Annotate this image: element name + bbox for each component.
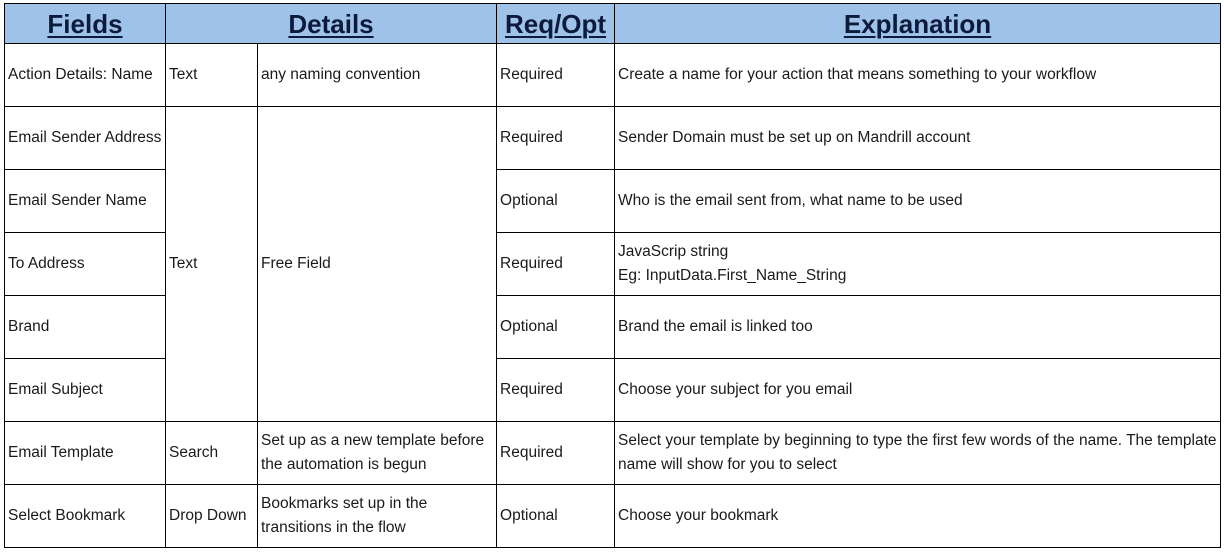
detail-cell: any naming convention bbox=[258, 44, 497, 107]
field-cell: Email Subject bbox=[5, 359, 166, 422]
req-opt-cell: Optional bbox=[497, 170, 615, 233]
detail-type-merged-cell: Text bbox=[166, 107, 258, 422]
field-cell: Email Sender Address bbox=[5, 107, 166, 170]
header-explanation: Explanation bbox=[615, 4, 1221, 44]
explanation-cell: Select your template by beginning to type the first few words of the name. The template name will show for you to select bbox=[615, 422, 1221, 485]
req-opt-cell: Required bbox=[497, 233, 615, 296]
detail-cell: Bookmarks set up in the transitions in the flow bbox=[258, 485, 497, 548]
explanation-cell: Create a name for your action that means something to your workflow bbox=[615, 44, 1221, 107]
field-cell: Brand bbox=[5, 296, 166, 359]
field-cell: Action Details: Name bbox=[5, 44, 166, 107]
field-cell: To Address bbox=[5, 233, 166, 296]
detail-type-cell: Text bbox=[166, 44, 258, 107]
explanation-cell: Choose your bookmark bbox=[615, 485, 1221, 548]
explanation-cell: Brand the email is linked too bbox=[615, 296, 1221, 359]
header-req-opt: Req/Opt bbox=[497, 4, 615, 44]
explanation-cell bbox=[615, 233, 1221, 296]
detail-type-cell: Drop Down bbox=[166, 485, 258, 548]
req-opt-cell: Required bbox=[497, 107, 615, 170]
table-row bbox=[5, 422, 1221, 485]
header-fields: Fields bbox=[5, 4, 166, 44]
detail-type-cell: Search bbox=[166, 422, 258, 485]
table-row bbox=[5, 485, 1221, 548]
explanation-line: JavaScrip string bbox=[618, 243, 729, 260]
explanation-cell: Choose your subject for you email bbox=[615, 359, 1221, 422]
table-row bbox=[5, 44, 1221, 107]
spreadsheet-region bbox=[4, 3, 1221, 548]
header-row bbox=[5, 4, 1221, 44]
field-cell: Email Template bbox=[5, 422, 166, 485]
explanation-cell: Sender Domain must be set up on Mandrill account bbox=[615, 107, 1221, 170]
table-row bbox=[5, 107, 1221, 170]
fields-table bbox=[4, 3, 1221, 548]
req-opt-cell: Required bbox=[497, 422, 615, 485]
explanation-line: Eg: InputData.First_Name_String bbox=[618, 267, 847, 284]
header-details: Details bbox=[166, 4, 497, 44]
req-opt-cell: Required bbox=[497, 44, 615, 107]
field-cell: Select Bookmark bbox=[5, 485, 166, 548]
req-opt-cell: Optional bbox=[497, 296, 615, 359]
detail-cell: Set up as a new template before the automation is begun bbox=[258, 422, 497, 485]
explanation-cell: Who is the email sent from, what name to be used bbox=[615, 170, 1221, 233]
req-opt-cell: Required bbox=[497, 359, 615, 422]
req-opt-cell: Optional bbox=[497, 485, 615, 548]
detail-merged-cell: Free Field bbox=[258, 107, 497, 422]
field-cell: Email Sender Name bbox=[5, 170, 166, 233]
